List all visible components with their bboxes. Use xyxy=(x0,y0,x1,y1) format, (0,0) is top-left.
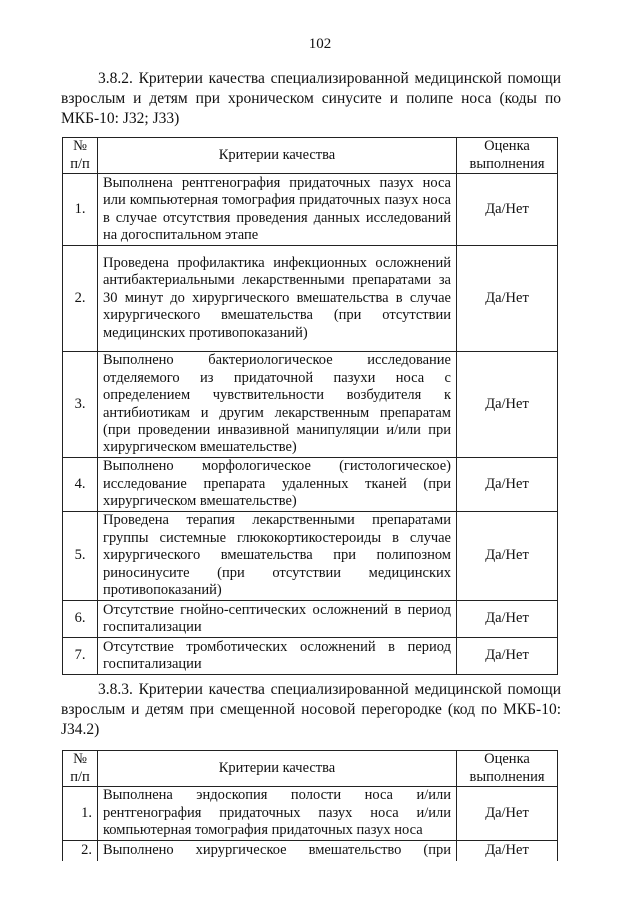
table-header-row xyxy=(63,751,558,787)
row-evaluation: Да/Нет xyxy=(457,638,558,675)
row-evaluation: Да/Нет xyxy=(457,787,558,841)
row-evaluation: Да/Нет xyxy=(457,174,558,246)
row-criteria: Выполнено морфологическое (гистологическое) исследование препарата удаленных тканей (при хирургическом вмешательстве) xyxy=(98,458,457,512)
criteria-table-3-8-2 xyxy=(62,137,558,675)
page-number: 102 xyxy=(308,36,332,52)
row-num: 6. xyxy=(63,601,98,638)
row-num: 4. xyxy=(63,458,98,512)
table-header-row xyxy=(63,138,558,174)
row-evaluation: Да/Нет xyxy=(457,601,558,638)
table-row xyxy=(63,512,558,601)
row-evaluation: Да/Нет xyxy=(457,352,558,458)
table-row xyxy=(63,841,558,861)
row-criteria: Выполнена рентгенография придаточных пазух носа или компьютерная томография придаточных пазух носа в случае отсутствия проведения данных исследований на догоспитальном этапе xyxy=(98,174,457,246)
header-num: № п/п xyxy=(63,138,98,174)
row-criteria: Отсутствие гнойно-септических осложнений в период госпитализации xyxy=(98,601,457,638)
table-row xyxy=(63,638,558,675)
section-title: 3.8.3. Критерии качества специализированной медицинской помощи взрослым и детям при смещенной носовой перегородке (код по МКБ-10: J34.2) xyxy=(61,681,561,738)
table-row xyxy=(63,246,558,352)
row-num: 5. xyxy=(63,512,98,601)
row-evaluation: Да/Нет xyxy=(457,458,558,512)
header-criteria: Критерии качества xyxy=(98,138,457,174)
row-criteria: Проведена терапия лекарственными препаратами группы системные глюкокортикостероиды в случае хирургического вмешательства при полипозном риносинусите (при отсутствии медицинских противопоказаний) xyxy=(98,512,457,601)
row-criteria: Отсутствие тромботических осложнений в период госпитализации xyxy=(98,638,457,675)
row-num: 7. xyxy=(63,638,98,675)
row-num: 2. xyxy=(63,246,98,352)
row-num: 1. xyxy=(63,174,98,246)
row-num: 1. xyxy=(63,787,98,841)
table-row xyxy=(63,174,558,246)
row-evaluation: Да/Нет xyxy=(457,841,558,861)
header-evaluation: Оценка выполнения xyxy=(457,751,558,787)
row-num: 2. xyxy=(63,841,98,861)
table-row xyxy=(63,601,558,638)
table-row xyxy=(63,352,558,458)
row-criteria: Выполнена эндоскопия полости носа и/или рентгенография придаточных пазух носа и/или компьютерная томография придаточных пазух носа xyxy=(98,787,457,841)
section-3-8-2-title xyxy=(61,69,561,129)
section-3-8-3-title xyxy=(61,680,561,740)
row-criteria: Выполнено хирургическое вмешательство (при xyxy=(98,841,457,861)
table-row xyxy=(63,787,558,841)
row-criteria: Выполнено бактериологическое исследование отделяемого из придаточной пазухи носа с определением чувствительности возбудителя к антибиотикам и другим лекарственным препаратам (при проведении инвазивной манипуляции и/или при хирургическом вмешательстве) xyxy=(98,352,457,458)
row-num: 3. xyxy=(63,352,98,458)
header-evaluation: Оценка выполнения xyxy=(457,138,558,174)
header-num: № п/п xyxy=(63,751,98,787)
table-row xyxy=(63,458,558,512)
row-evaluation: Да/Нет xyxy=(457,246,558,352)
row-evaluation: Да/Нет xyxy=(457,512,558,601)
row-criteria: Проведена профилактика инфекционных осложнений антибактериальными лекарственными препаратами за 30 минут до хирургического вмешательства в случае хирургического вмешательства (при отсутствии медицинских противопоказаний) xyxy=(98,246,457,352)
section-title: 3.8.2. Критерии качества специализированной медицинской помощи взрослым и детям при хроническом синусите и полипе носа (коды по МКБ-10: J32; J33) xyxy=(61,70,561,127)
header-criteria: Критерии качества xyxy=(98,751,457,787)
criteria-table-3-8-3 xyxy=(62,750,558,861)
